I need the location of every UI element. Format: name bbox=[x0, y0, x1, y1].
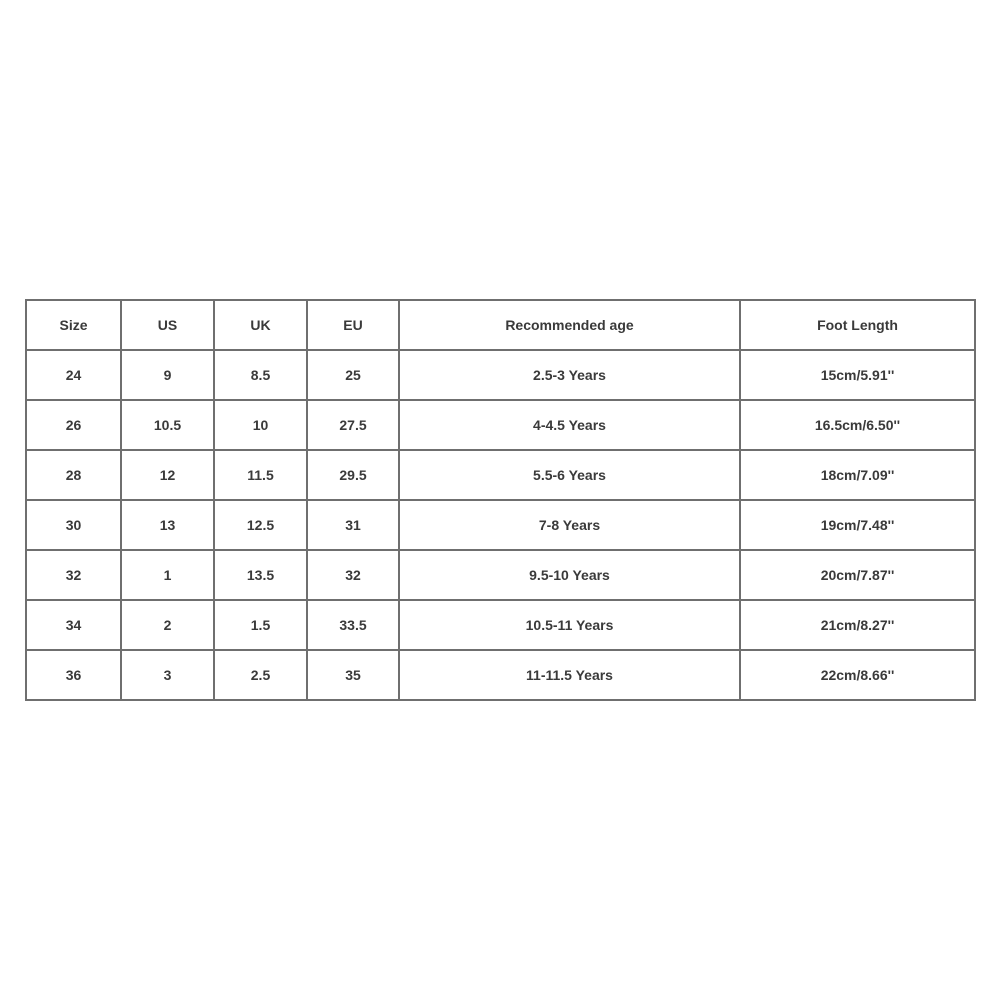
cell-recommended-age: 2.5-3 Years bbox=[399, 350, 740, 400]
size-chart-table bbox=[25, 299, 976, 701]
cell-size: 36 bbox=[26, 650, 121, 700]
cell-foot-length: 20cm/7.87'' bbox=[740, 550, 975, 600]
cell-eu: 35 bbox=[307, 650, 399, 700]
header-uk: UK bbox=[214, 300, 307, 350]
cell-recommended-age: 9.5-10 Years bbox=[399, 550, 740, 600]
cell-foot-length: 19cm/7.48'' bbox=[740, 500, 975, 550]
cell-recommended-age: 5.5-6 Years bbox=[399, 450, 740, 500]
table-row bbox=[26, 650, 975, 700]
cell-foot-length: 21cm/8.27'' bbox=[740, 600, 975, 650]
cell-uk: 12.5 bbox=[214, 500, 307, 550]
cell-eu: 25 bbox=[307, 350, 399, 400]
cell-recommended-age: 11-11.5 Years bbox=[399, 650, 740, 700]
cell-eu: 29.5 bbox=[307, 450, 399, 500]
header-foot-length: Foot Length bbox=[740, 300, 975, 350]
cell-size: 28 bbox=[26, 450, 121, 500]
header-row bbox=[26, 300, 975, 350]
cell-uk: 8.5 bbox=[214, 350, 307, 400]
cell-foot-length: 15cm/5.91'' bbox=[740, 350, 975, 400]
cell-size: 34 bbox=[26, 600, 121, 650]
cell-us: 10.5 bbox=[121, 400, 214, 450]
cell-size: 32 bbox=[26, 550, 121, 600]
cell-uk: 1.5 bbox=[214, 600, 307, 650]
cell-uk: 13.5 bbox=[214, 550, 307, 600]
cell-uk: 10 bbox=[214, 400, 307, 450]
cell-recommended-age: 7-8 Years bbox=[399, 500, 740, 550]
cell-recommended-age: 4-4.5 Years bbox=[399, 400, 740, 450]
cell-us: 3 bbox=[121, 650, 214, 700]
table-row bbox=[26, 600, 975, 650]
cell-foot-length: 16.5cm/6.50'' bbox=[740, 400, 975, 450]
cell-foot-length: 18cm/7.09'' bbox=[740, 450, 975, 500]
header-size: Size bbox=[26, 300, 121, 350]
table-row bbox=[26, 450, 975, 500]
cell-size: 26 bbox=[26, 400, 121, 450]
cell-size: 24 bbox=[26, 350, 121, 400]
cell-us: 9 bbox=[121, 350, 214, 400]
cell-size: 30 bbox=[26, 500, 121, 550]
table-row bbox=[26, 400, 975, 450]
header-recommended-age: Recommended age bbox=[399, 300, 740, 350]
cell-uk: 2.5 bbox=[214, 650, 307, 700]
cell-us: 13 bbox=[121, 500, 214, 550]
table-row bbox=[26, 500, 975, 550]
size-chart-header bbox=[26, 300, 975, 350]
cell-eu: 27.5 bbox=[307, 400, 399, 450]
table-row bbox=[26, 350, 975, 400]
header-eu: EU bbox=[307, 300, 399, 350]
cell-eu: 32 bbox=[307, 550, 399, 600]
header-us: US bbox=[121, 300, 214, 350]
cell-us: 1 bbox=[121, 550, 214, 600]
table-row bbox=[26, 550, 975, 600]
cell-us: 12 bbox=[121, 450, 214, 500]
cell-us: 2 bbox=[121, 600, 214, 650]
cell-eu: 31 bbox=[307, 500, 399, 550]
cell-recommended-age: 10.5-11 Years bbox=[399, 600, 740, 650]
size-chart-body bbox=[26, 350, 975, 700]
cell-eu: 33.5 bbox=[307, 600, 399, 650]
cell-foot-length: 22cm/8.66'' bbox=[740, 650, 975, 700]
cell-uk: 11.5 bbox=[214, 450, 307, 500]
